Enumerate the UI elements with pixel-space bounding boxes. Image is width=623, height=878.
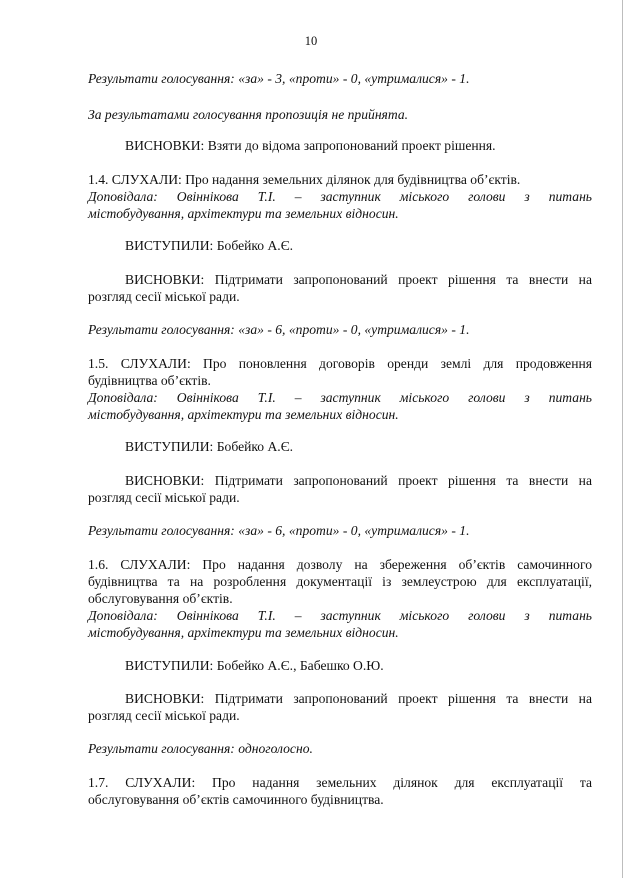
- heard-line: будівництва об’єктів.: [88, 373, 211, 388]
- conclusion-line: ВИСНОВКИ: Підтримати запропонований проект рішення та внести на: [125, 691, 592, 706]
- vote-result-1: Результати голосування: «за» - 3, «проти» - 0, «утрималися» - 1.: [88, 71, 470, 86]
- speaker-line: Доповідала: Овіннікова Т.І. – заступник міського голови з питань: [88, 189, 592, 204]
- heard-1-7: [88, 774, 592, 808]
- conclusion-line: розгляд сесії міської ради.: [88, 490, 240, 505]
- speaker-line: містобудування, архітектури та земельних відносин.: [88, 407, 399, 422]
- heard-line: 1.7. СЛУХАЛИ: Про надання земельних ділянок для експлуатації та: [88, 775, 592, 790]
- conclusion-line: ВИСНОВКИ: Підтримати запропонований проект рішення та внести на: [125, 473, 592, 488]
- heard-1-4-line: 1.4. СЛУХАЛИ: Про надання земельних ділянок для будівництва об’єктів.: [88, 172, 521, 187]
- speaker-line: містобудування, архітектури та земельних відносин.: [88, 625, 399, 640]
- spoke-1-6: ВИСТУПИЛИ: Бобейко А.Є., Бабешко О.Ю.: [125, 658, 384, 673]
- conclusion-1-5: [88, 472, 592, 506]
- vote-decision-1: За результатами голосування пропозиція не прийнята.: [88, 107, 409, 122]
- spoke-1-4: ВИСТУПИЛИ: Бобейко А.Є.: [125, 238, 294, 253]
- conclusion-line: ВИСНОВКИ: Підтримати запропонований проект рішення та внести на: [125, 272, 592, 287]
- speaker-1-4: [88, 188, 592, 222]
- spoke-1-5: ВИСТУПИЛИ: Бобейко А.Є.: [125, 439, 294, 454]
- heard-line: будівництва та на розроблення документації із землеустрою для експлуатації,: [88, 574, 592, 589]
- heard-line: 1.6. СЛУХАЛИ: Про надання дозволу на збереження об’єктів самочинного: [88, 557, 592, 572]
- conclusion-line: розгляд сесії міської ради.: [88, 289, 240, 304]
- heard-line: обслуговування об’єктів самочинного будівництва.: [88, 792, 384, 807]
- speaker-1-5: [88, 389, 592, 423]
- heard-1-4: [88, 171, 592, 188]
- heard-line: 1.5. СЛУХАЛИ: Про поновлення договорів оренди землі для продовження: [88, 356, 592, 371]
- heard-1-6: [88, 556, 592, 607]
- conclusion-1: ВИСНОВКИ: Взяти до відома запропонований проект рішення.: [125, 138, 496, 153]
- speaker-1-6: [88, 607, 592, 641]
- conclusion-1-6: [88, 690, 592, 724]
- heard-line: обслуговування об’єктів.: [88, 591, 233, 606]
- heard-1-5: [88, 355, 592, 389]
- speaker-line: містобудування, архітектури та земельних відносин.: [88, 206, 399, 221]
- vote-result-1-6: Результати голосування: одноголосно.: [88, 741, 313, 756]
- conclusion-1-4: [88, 271, 592, 305]
- conclusion-line: розгляд сесії міської ради.: [88, 708, 240, 723]
- vote-result-1-5: Результати голосування: «за» - 6, «проти» - 0, «утрималися» - 1.: [88, 523, 470, 538]
- page-number: 10: [304, 34, 318, 48]
- speaker-line: Доповідала: Овіннікова Т.І. – заступник міського голови з питань: [88, 390, 592, 405]
- vote-result-1-4: Результати голосування: «за» - 6, «проти» - 0, «утрималися» - 1.: [88, 322, 470, 337]
- speaker-line: Доповідала: Овіннікова Т.І. – заступник міського голови з питань: [88, 608, 592, 623]
